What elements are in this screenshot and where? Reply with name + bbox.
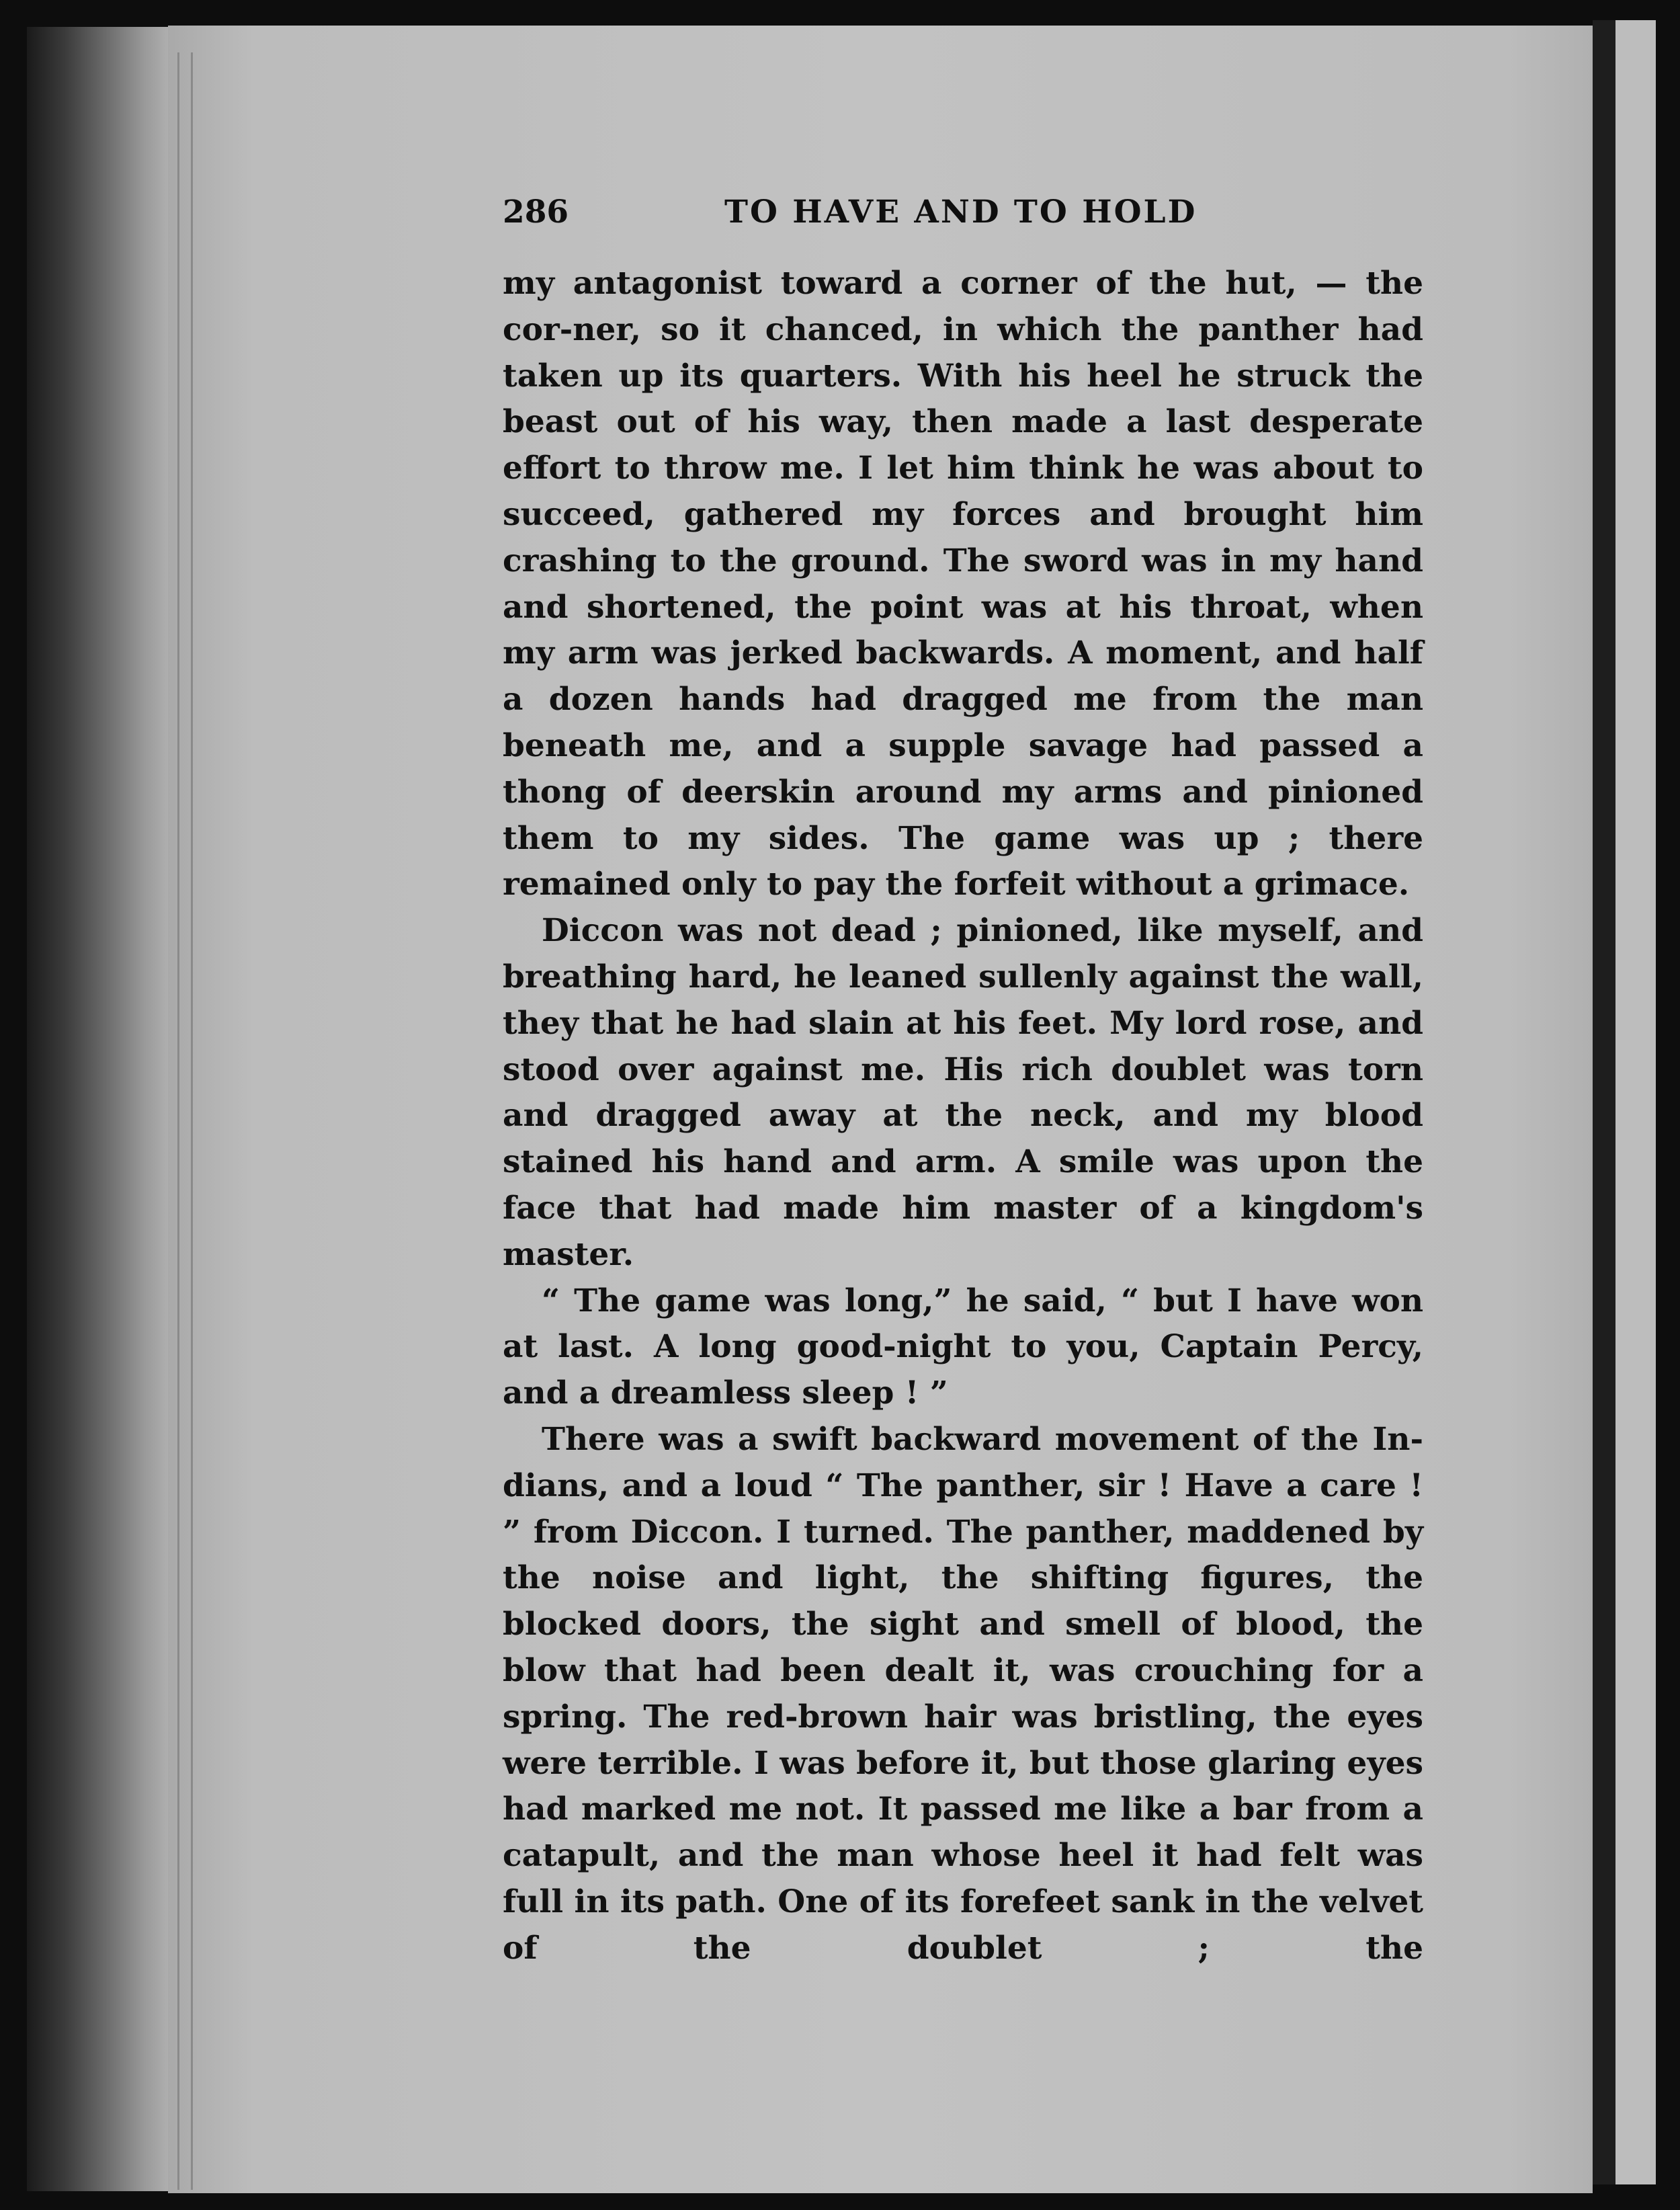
paragraph: There was a swift backward movement of the In-dians, and a loud “ The panther, sir ! Have a care ! ” from Diccon. I turned. The panther, maddened by the noise and light, the shifting figures, the blocked doors, the sight and smell of blood, the blow that had been dealt it, was crouching for a spring. The red-brown hair was bristling, the eyes were terrible. I was before it, but those glaring eyes had marked me not. It passed me like a bar from a catapult, and the man whose heel it had felt was full in its path. One of its forefeet sank in the velvet of the doublet ; the [503, 1420, 1423, 1967]
body-text [503, 261, 1423, 1971]
running-title: TO HAVE AND TO HOLD [724, 194, 1198, 231]
page-number: 286 [503, 194, 569, 231]
paragraph: my antagonist toward a corner of the hut, — the cor-ner, so it chanced, in which the panther had taken up its quarters. With his heel he struck the beast out of his way, then made a last desperate effort to throw me. I let him think he was about to succeed, gathered my forces and brought him crashing to the ground. The sword was in my hand and shortened, the point was at his throat, when my arm was jerked backwards. A moment, and half a dozen hands had dragged me from the man beneath me, and a supple savage had passed a thong of deerskin around my arms and pinioned them to my sides. The game was up ; there remained only to pay the forfeit without a grimace. [503, 265, 1423, 903]
paragraph: “ The game was long,” he said, “ but I have won at last. A long good-night to you, Captain Percy, and a dreamless sleep ! ” [503, 1282, 1423, 1412]
page-fold-line [191, 52, 193, 2190]
binding-shadow [1593, 20, 1615, 2184]
next-page-edge [1615, 20, 1656, 2184]
page-header [503, 194, 1423, 241]
page-fold-line [177, 52, 179, 2190]
paragraph: Diccon was not dead ; pinioned, like myself, and breathing hard, he leaned sullenly against the wall, they that he had slain at his feet. My lord rose, and stood over against me. His rich doublet was torn and dragged away at the neck, and my blood stained his hand and arm. A smile was upon the face that had made him master of a kingdom's master. [503, 912, 1423, 1273]
book-page-edges [27, 27, 175, 2191]
